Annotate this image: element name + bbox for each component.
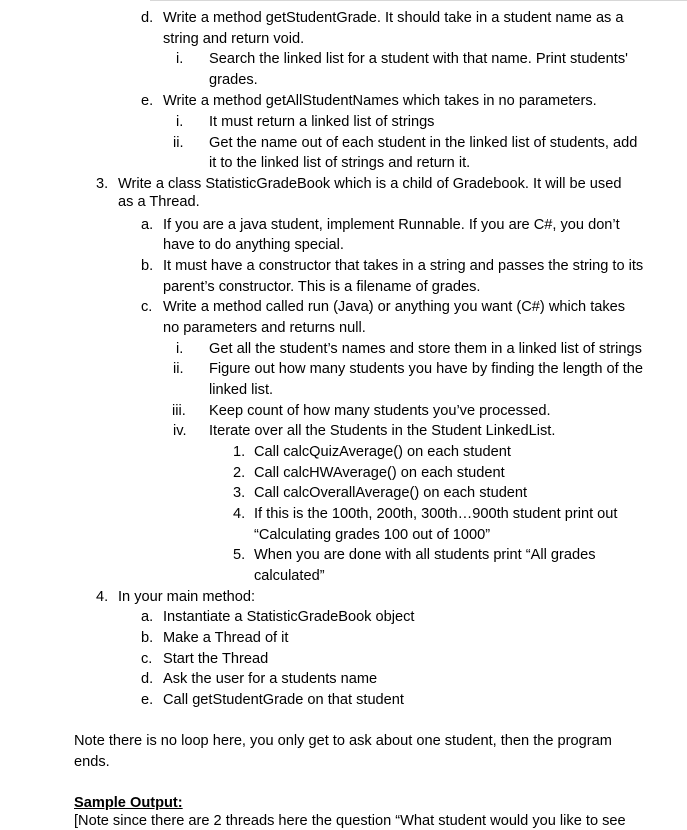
list-marker-3: 3. (96, 176, 109, 192)
item-3c-ii-line-2: linked list. (209, 382, 274, 398)
item-4c-text: Start the Thread (163, 651, 269, 667)
item-3c-line-2: no parameters and returns null. (163, 320, 366, 336)
sample-output-heading: Sample Output: (74, 795, 183, 811)
list-marker-4a: a. (141, 609, 154, 625)
item-3c-line-1: Write a method called run (Java) or anything you want (C#) which takes (163, 299, 626, 315)
list-marker-3c-iii: iii. (172, 403, 186, 419)
item-d-i-line-2: grades. (209, 72, 258, 88)
list-marker-step-4: 4. (233, 506, 246, 522)
item-3c-iv-line-1: Iterate over all the Students in the Student LinkedList. (209, 423, 556, 439)
list-marker-3c-i: i. (176, 341, 184, 357)
list-marker-3a: a. (141, 217, 154, 233)
step-4-line-2: “Calculating grades 100 out of 1000” (254, 527, 491, 543)
list-marker-e-ii: ii. (173, 135, 184, 151)
item-3c-iii-line-1: Keep count of how many students you’ve processed. (209, 403, 551, 419)
list-marker-step-5: 5. (233, 547, 246, 563)
list-marker-3c-iv: iv. (173, 423, 187, 439)
list-marker-e-i: i. (176, 114, 184, 130)
list-marker-step-1: 1. (233, 444, 246, 460)
list-marker-4d: d. (141, 671, 154, 687)
sample-output-line-1: [Note since there are 2 threads here the question “What student would you like to see (74, 813, 626, 829)
item-4a-text: Instantiate a StatisticGradeBook object (163, 609, 415, 625)
item-3c-ii-line-1: Figure out how many students you have by finding the length of the (209, 361, 644, 377)
list-marker-d: d. (141, 10, 154, 26)
item-3a-line-1: If you are a java student, implement Runnable. If you are C#, you don’t (163, 217, 620, 233)
step-4-line-1: If this is the 100th, 200th, 300th…900th student print out (254, 506, 618, 522)
step-5-line-1: When you are done with all students print “All grades (254, 547, 596, 563)
item-3-line-1: Write a class StatisticGradeBook which is a child of Gradebook. It will be used (118, 176, 622, 192)
top-divider (150, 0, 687, 1)
list-marker-4b: b. (141, 630, 154, 646)
item-3b-line-2: parent’s constructor. This is a filename of grades. (163, 279, 481, 295)
item-3b-line-1: It must have a constructor that takes in a string and passes the string to its (163, 258, 644, 274)
item-3-line-2: as a Thread. (118, 194, 200, 206)
list-marker-4: 4. (96, 589, 109, 605)
note-line-1: Note there is no loop here, you only get to ask about one student, then the program (74, 733, 612, 749)
list-marker-d-i: i. (176, 51, 184, 67)
list-marker-3c-ii: ii. (173, 361, 184, 377)
item-d-line-2: string and return void. (163, 31, 305, 47)
item-4b-text: Make a Thread of it (163, 630, 289, 646)
item-3a-line-2: have to do anything special. (163, 237, 344, 253)
note-line-2: ends. (74, 754, 110, 770)
step-1-line-1: Call calcQuizAverage() on each student (254, 444, 511, 460)
list-marker-4e: e. (141, 692, 154, 708)
list-marker-3c: c. (141, 299, 153, 315)
list-marker-step-3: 3. (233, 485, 246, 501)
list-marker-3b: b. (141, 258, 154, 274)
step-3-line-1: Call calcOverallAverage() on each student (254, 485, 528, 501)
item-4e-text: Call getStudentGrade on that student (163, 692, 404, 708)
list-marker-step-2: 2. (233, 465, 246, 481)
item-e-i-line-1: It must return a linked list of strings (209, 114, 435, 130)
item-4d-text: Ask the user for a students name (163, 671, 378, 687)
item-e-line-1: Write a method getAllStudentNames which takes in no parameters. (163, 93, 597, 109)
item-e-ii-line-2: it to the linked list of strings and return it. (209, 155, 471, 171)
step-2-line-1: Call calcHWAverage() on each student (254, 465, 505, 481)
list-marker-e: e. (141, 93, 154, 109)
item-3c-i-line-1: Get all the student’s names and store them in a linked list of strings (209, 341, 642, 357)
list-marker-4c: c. (141, 651, 153, 667)
item-e-ii-line-1: Get the name out of each student in the linked list of students, add (209, 135, 638, 151)
item-d-i-line-1: Search the linked list for a student with that name. Print students' (209, 51, 628, 67)
item-4-line-1: In your main method: (118, 589, 256, 605)
step-5-line-2: calculated” (254, 568, 325, 584)
item-d-line-1: Write a method getStudentGrade. It should take in a student name as a (163, 10, 624, 26)
